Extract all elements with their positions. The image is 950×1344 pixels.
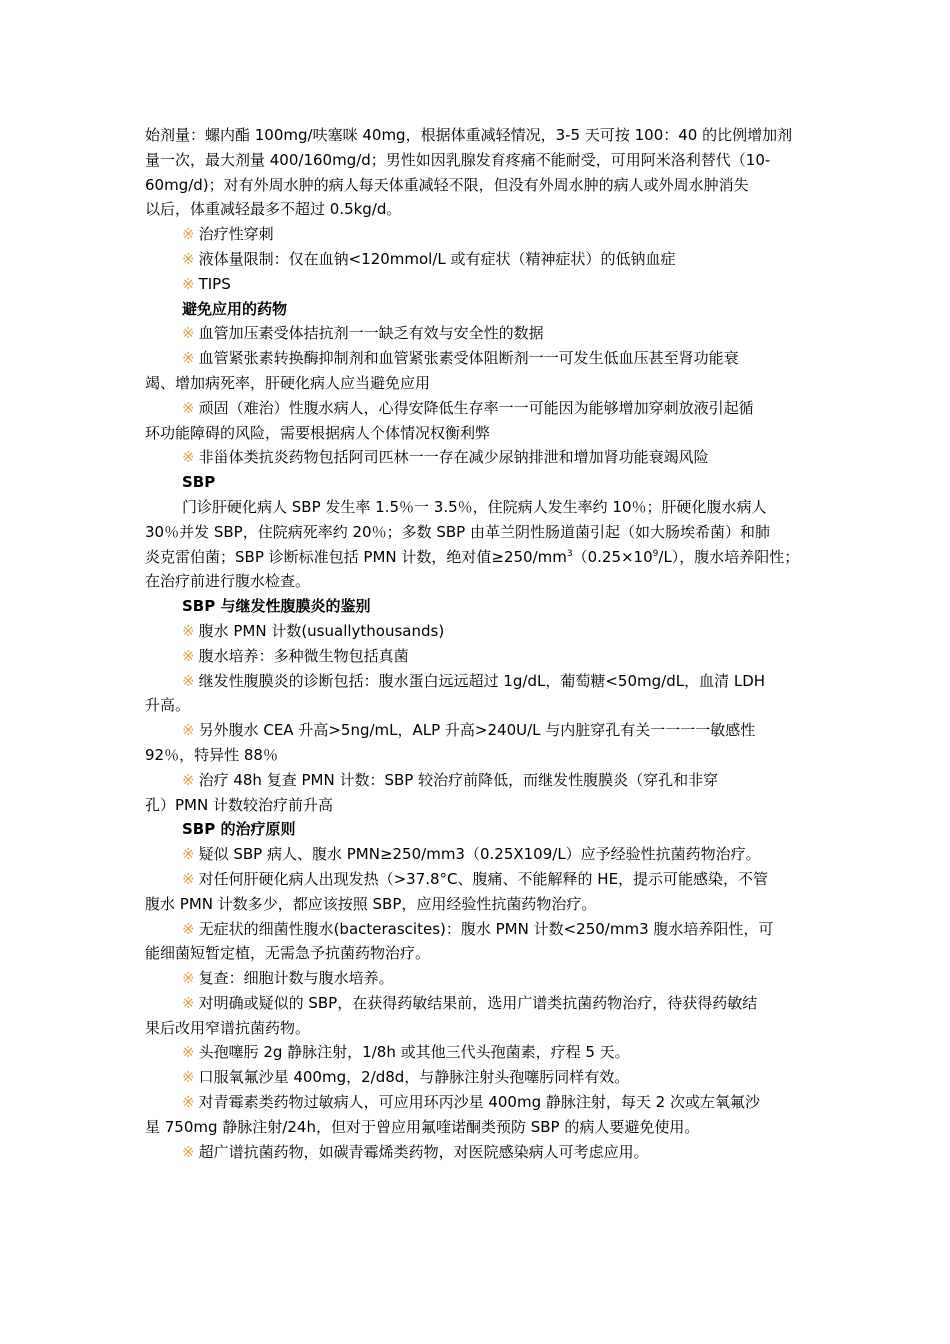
reference-mark-icon: ※: [182, 969, 195, 988]
bullet-item: ※ 腹水培养：多种微生物包括真菌: [182, 646, 409, 665]
bullet-item: ※ 继发性腹膜炎的诊断包括：腹水蛋白远远超过 1g/dL，葡萄糖<50mg/dL，血清 LDH: [182, 671, 766, 690]
bullet-continuation: 92％，特异性 88％: [145, 745, 278, 764]
reference-mark-icon: ※: [182, 225, 195, 244]
section-heading-avoid-drugs: 避免应用的药物: [182, 299, 288, 318]
section-heading-sbp: SBP: [182, 473, 216, 492]
bullet-continuation: 能细菌短暂定植，无需急予抗菌药物治疗。: [145, 944, 431, 963]
bullet-continuation: 升高。: [145, 696, 191, 715]
bullet-continuation: 果后改用窄谱抗菌药物。: [145, 1018, 311, 1037]
paragraph-line: 30％并发 SBP，住院病死率约 20％；多数 SBP 由革兰阴性肠道菌引起（如大肠埃希菌）和肺: [145, 522, 770, 541]
reference-mark-icon: ※: [182, 398, 195, 417]
bullet-item: ※ 非甾体类抗炎药物包括阿司匹林一一存在减少尿钠排泄和增加肾功能衰竭风险: [182, 448, 709, 467]
reference-mark-icon: ※: [182, 349, 195, 368]
bullet-item: ※ 头孢噻肟 2g 静脉注射，1/8h 或其他三代头孢菌素，疗程 5 天。: [182, 1043, 630, 1062]
paragraph-line: 60mg/d)；对有外周水肿的病人每天体重减轻不限，但没有外周水肿的病人或外周水肿消失: [145, 175, 749, 194]
paragraph-line: 门诊肝硬化病人 SBP 发生率 1.5％一 3.5％，住院病人发生率约 10％；肝硬化腹水病人: [182, 497, 767, 516]
reference-mark-icon: ※: [182, 274, 195, 293]
bullet-item: ※ 超广谱抗菌药物，如碳青霉烯类药物，对医院感染病人可考虑应用。: [182, 1142, 649, 1161]
bullet-item: ※ 口服氧氟沙星 400mg，2/d8d，与静脉注射头孢噻肟同样有效。: [182, 1068, 630, 1087]
reference-mark-icon: ※: [182, 1068, 195, 1087]
bullet-continuation: 环功能障碍的风险，需要根据病人个体情况权衡利弊: [145, 423, 491, 442]
paragraph-line: 始剂量：螺内酯 100mg/呋塞咪 40mg，根据体重减轻情况，3-5 天可按 100：40 的比例增加剂: [145, 126, 793, 144]
section-heading-differential: SBP 与继发性腹膜炎的鉴别: [182, 597, 371, 616]
reference-mark-icon: ※: [182, 1142, 195, 1161]
bullet-item: ※ 疑似 SBP 病人、腹水 PMN≥250/mm3（0.25X109/L）应予经验性抗菌药物治疗。: [182, 845, 761, 864]
reference-mark-icon: ※: [182, 671, 195, 690]
bullet-item: ※ 复查：细胞计数与腹水培养。: [182, 969, 394, 988]
paragraph-line: 在治疗前进行腹水检查。: [145, 572, 311, 591]
bullet-item: ※ 治疗 48h 复查 PMN 计数：SBP 较治疗前降低，而继发性腹膜炎（穿孔和非穿: [182, 770, 719, 789]
reference-mark-icon: ※: [182, 646, 195, 665]
paragraph-line: 以后，体重减轻最多不超过 0.5kg/d。: [145, 200, 402, 219]
bullet-item: ※ 对明确或疑似的 SBP，在获得药敏结果前，选用广谱类抗菌药物治疗，待获得药敏结: [182, 993, 758, 1012]
superscript: 9: [652, 548, 659, 559]
reference-mark-icon: ※: [182, 919, 195, 938]
reference-mark-icon: ※: [182, 993, 195, 1012]
paragraph-line: 炎克雷伯菌；SBP 诊断标准包括 PMN 计数，绝对值$\ge 250/mm^3(0.25\times 10^9/L)$，腹水培养阳性；: [145, 547, 800, 566]
reference-mark-icon: ※: [182, 448, 195, 467]
bullet-item: ※ 对任何肝硬化病人出现发热（>37.8°C、腹痛、不能解释的 HE，提示可能感染，不管: [182, 869, 769, 888]
bullet-item: ※ 无症状的细菌性腹水(bacterascites)：腹水 PMN 计数<250/mm3 腹水培养阳性，可: [182, 919, 774, 938]
bullet-continuation: 孔）PMN 计数较治疗前升高: [145, 795, 333, 814]
reference-mark-icon: ※: [182, 770, 195, 789]
paragraph-line: 量一次，最大剂量 400/160mg/d；男性如因乳腺发育疼痛不能耐受，可用阿米洛利替代（10-: [145, 150, 771, 169]
bullet-item: ※ 液体量限制：仅在血钠<120mmol/L 或有症状（精神症状）的低钠血症: [182, 249, 676, 268]
bullet-item: ※ 血管紧张素转换酶抑制剂和血管紧张素受体阻断剂一一可发生低血压甚至肾功能衰: [182, 349, 739, 368]
bullet-continuation: 腹水 PMN 计数多少，都应该按照 SBP，应用经验性抗菌药物治疗。: [145, 894, 597, 913]
reference-mark-icon: ※: [182, 621, 195, 640]
superscript: 3: [566, 548, 573, 559]
reference-mark-icon: ※: [182, 249, 195, 268]
bullet-continuation: 竭、增加病死率，肝硬化病人应当避免应用: [145, 373, 431, 392]
bullet-item: ※ TIPS: [182, 274, 231, 293]
bullet-item: ※ 对青霉素类药物过敏病人，可应用环丙沙星 400mg 静脉注射，每天 2 次或左氧氟沙: [182, 1093, 760, 1112]
reference-mark-icon: ※: [182, 845, 195, 864]
bullet-item: ※ 顽固（难治）性腹水病人，心得安降低生存率一一可能因为能够增加穿刺放液引起循: [182, 398, 754, 417]
document-body: [145, 123, 810, 1164]
section-heading-treatment: SBP 的治疗原则: [182, 820, 296, 839]
reference-mark-icon: ※: [182, 324, 195, 343]
reference-mark-icon: ※: [182, 1043, 195, 1062]
bullet-item: ※ 治疗性穿刺: [182, 225, 274, 244]
reference-mark-icon: ※: [182, 1093, 195, 1112]
reference-mark-icon: ※: [182, 869, 195, 888]
bullet-item: ※ 腹水 PMN 计数(usuallythousands): [182, 621, 445, 640]
reference-mark-icon: ※: [182, 721, 195, 740]
bullet-item: ※ 另外腹水 CEA 升高>5ng/mL，ALP 升高>240U/L 与内脏穿孔有关一一一一敏感性: [182, 721, 756, 740]
bullet-continuation: 星 750mg 静脉注射/24h，但对于曾应用氟喹诺酮类预防 SBP 的病人要避免使用。: [145, 1117, 700, 1136]
bullet-item: ※ 血管加压素受体拮抗剂一一缺乏有效与安全性的数据: [182, 324, 544, 343]
